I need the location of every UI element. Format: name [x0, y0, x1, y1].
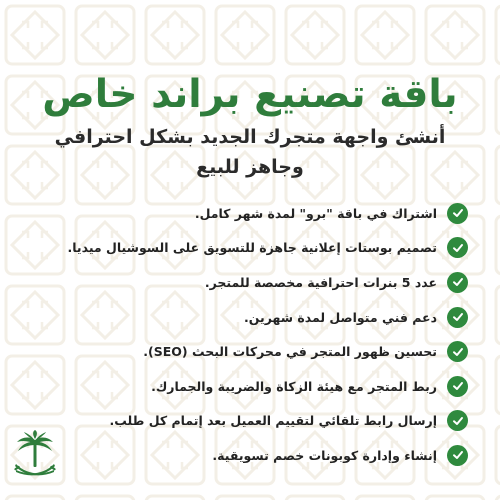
feature-text: إنشاء وإدارة كوبونات خصم تسويقية. — [212, 447, 437, 463]
check-circle-icon — [447, 445, 468, 466]
feature-item — [48, 438, 468, 473]
feature-text: اشتراك في باقة "برو" لمدة شهر كامل. — [194, 205, 437, 221]
check-circle-icon — [447, 410, 468, 431]
page-title: باقة تصنيع براند خاص — [42, 72, 458, 117]
check-circle-icon — [447, 376, 468, 397]
feature-text: إرسال رابط تلقائي لتقييم العميل بعد إتمام كل طلب. — [109, 413, 437, 429]
feature-item — [48, 300, 468, 335]
check-circle-icon — [447, 272, 468, 293]
feature-item — [48, 369, 468, 404]
feature-text: عدد 5 بنرات احترافية مخصصة للمتجر. — [204, 274, 437, 290]
feature-item — [48, 404, 468, 439]
feature-item — [48, 265, 468, 300]
feature-text: تحسين ظهور المتجر في محركات البحث (SEO). — [143, 344, 437, 360]
check-circle-icon — [447, 237, 468, 258]
feature-text: دعم فني متواصل لمدة شهرين. — [244, 309, 437, 325]
feature-text: ربط المتجر مع هيئة الزكاة والضريبة والجمارك. — [151, 378, 437, 394]
feature-list — [48, 196, 468, 473]
check-circle-icon — [447, 307, 468, 328]
feature-item — [48, 334, 468, 369]
palm-swords-emblem-icon — [12, 430, 58, 486]
check-circle-icon — [447, 203, 468, 224]
check-circle-icon — [447, 341, 468, 362]
feature-text: تصميم بوستات إعلانية جاهزة للتسويق على السوشيال ميديا. — [67, 240, 437, 256]
page-subtitle: أنشئ واجهة متجرك الجديد بشكل احترافي وجاهز للبيع — [54, 126, 446, 178]
feature-item — [48, 231, 468, 266]
feature-item — [48, 196, 468, 231]
